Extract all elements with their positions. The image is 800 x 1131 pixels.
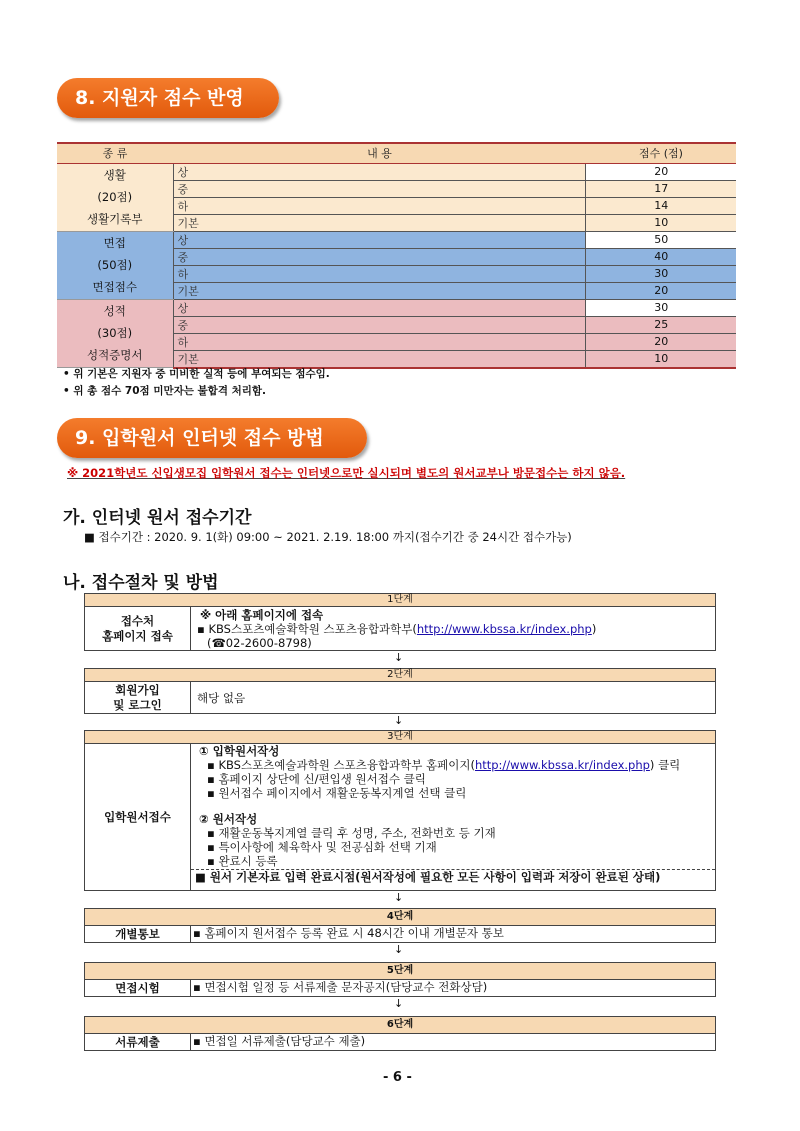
note-basic: • 위 기본은 지원자 중 미비한 실적 등에 부여되는 점수임. [63,368,330,380]
group-points: (50점) [97,258,133,272]
score-cell: 17 [586,180,736,197]
step-5-text: ▪ 면접시험 일정 등 서류제출 문자공지(담당교수 전화상담) [193,980,488,994]
homepage-link[interactable]: http://www.kbssa.kr/index.php [416,622,592,636]
arrow-down-icon: ↓ [394,714,404,727]
step-6-bar: 6단계 [84,1016,716,1034]
level-cell: 상 [173,231,586,248]
score-cell: 30 [586,265,736,282]
step-1-phone: (☎02-2600-8798) [207,636,312,650]
step-3-heading-1: ① 입학원서작성 [199,744,280,758]
score-cell: 20 [586,282,736,299]
step-6-text: ▪ 면접일 서류제출(담당교수 제출) [193,1034,366,1048]
step-label-line: 회원가입 [115,682,160,697]
step-1-line-1: ※ 아래 홈페이지에 접속 [200,608,324,622]
level-cell: 하 [173,197,586,214]
online-only-notice: ※ 2021학년도 신입생모집 입학원서 접수는 인터넷으로만 실시되며 별도의 원서교부나 방문접수는 하지 않음. [67,466,626,480]
level-cell: 상 [173,299,586,316]
table-row [57,231,736,248]
score-cell: 14 [586,197,736,214]
step-label-line: 접수처 [120,613,155,628]
subheading-procedure: 나. 접수절차 및 방법 [63,573,219,593]
step-5-bar: 5단계 [84,962,716,980]
step-3-item [199,758,715,772]
section-9-title: 9. 입학원서 인터넷 접수 방법 [57,418,367,458]
group-points: (20점) [97,190,133,204]
subheading-period: 가. 인터넷 원서 접수기간 [63,508,252,528]
level-cell: 기본 [173,350,586,368]
step-1-bar: 1단계 [84,593,716,607]
level-cell: 하 [173,265,586,282]
score-cell: 50 [586,231,736,248]
step-3-heading-2: ② 원서작성 [199,812,258,826]
group-source: 생활기록부 [86,212,143,226]
score-table [57,142,736,369]
score-table-header [57,143,736,163]
group-points: (30점) [97,326,133,341]
step-4-text: ▪ 홈페이지 원서접수 등록 완료 시 48시간 이내 개별문자 통보 [193,926,504,940]
step-1-body [84,607,716,651]
step-4-bar: 4단계 [84,908,716,926]
step-6-body [84,1034,716,1051]
group-source: 성적증명서 [86,348,143,363]
group-name: 생활 [103,168,126,182]
arrow-down-icon: ↓ [394,891,404,904]
step-4-body [84,926,716,943]
step-3-item: ▪ 특이사항에 체육학사 및 전공심화 선택 기재 [207,840,437,854]
step-3-final: ■ 원서 기본자료 입력 완료시점(원서작성에 필요한 모든 사항이 입력과 저장이 완료된 상태) [191,869,715,884]
group-interview [57,231,173,299]
step-label-line: 홈페이지 접속 [102,628,173,643]
score-cell: 30 [586,299,736,316]
table-row [57,163,736,180]
level-cell: 기본 [173,282,586,299]
step-3-item: ▪ 원서접수 페이지에서 재활운동복지계열 선택 클릭 [207,786,467,800]
homepage-link[interactable]: http://www.kbssa.kr/index.php [474,758,650,772]
step-1-label [85,607,191,650]
step-3-bar: 3단계 [84,730,716,744]
step-1-line-2 [197,622,715,636]
score-cell: 20 [586,163,736,180]
level-cell: 하 [173,333,586,350]
step-3-body [84,744,716,891]
step-6-label: 서류제출 [85,1034,191,1050]
level-cell: 상 [173,163,586,180]
text: ) 클릭 [649,758,681,772]
note-fail: • 위 총 점수 70점 미만자는 불합격 처리함. [63,385,267,397]
group-grades [57,299,173,368]
step-2-bar: 2단계 [84,668,716,682]
arrow-down-icon: ↓ [394,997,404,1010]
score-cell: 20 [586,333,736,350]
score-cell: 25 [586,316,736,333]
step-2-text: 해당 없음 [197,690,246,705]
step-2-body [84,682,716,714]
level-cell: 중 [173,248,586,265]
step-4-label: 개별통보 [85,926,191,942]
group-name: 성적 [103,304,126,319]
step-5-label: 면접시험 [85,980,191,996]
step-3-item: ▪ 완료시 등록 [207,854,278,868]
step-3-label: 입학원서접수 [85,744,191,890]
step-5-body [84,980,716,997]
application-period: ■ 접수기간 : 2020. 9. 1(화) 09:00 ~ 2021. 2.19. 18:00 까지(접수기간 중 24시간 접수가능) [84,530,572,544]
step-2-label [85,682,191,713]
header-type: 종 류 [57,143,173,163]
group-source: 면접점수 [92,280,137,294]
level-cell: 중 [173,316,586,333]
arrow-down-icon: ↓ [394,943,404,956]
page-number: - 6 - [383,1070,412,1085]
section-8-title: 8. 지원자 점수 반영 [57,78,279,118]
text: ▪ KBS스포츠예술과학원 스포츠융합과학부 홈페이지( [207,758,475,772]
header-content: 내 용 [173,143,586,163]
text: ) [591,622,597,636]
score-cell: 10 [586,214,736,231]
score-cell: 10 [586,350,736,368]
text: ▪ KBS스포츠예술확학원 스포츠융합과학부( [197,622,417,636]
level-cell: 기본 [173,214,586,231]
step-label-line: 및 로그인 [113,697,162,712]
score-cell: 40 [586,248,736,265]
header-score: 점수 (점) [586,143,736,163]
group-name: 면접 [103,236,126,250]
table-row [57,299,736,316]
step-3-item: ▪ 재활운동복지계열 클릭 후 성명, 주소, 전화번호 등 기재 [207,826,496,840]
level-cell: 중 [173,180,586,197]
group-living [57,163,173,231]
step-3-item: ▪ 홈페이지 상단에 신/편입생 원서접수 클릭 [207,772,426,786]
arrow-down-icon: ↓ [394,651,404,664]
